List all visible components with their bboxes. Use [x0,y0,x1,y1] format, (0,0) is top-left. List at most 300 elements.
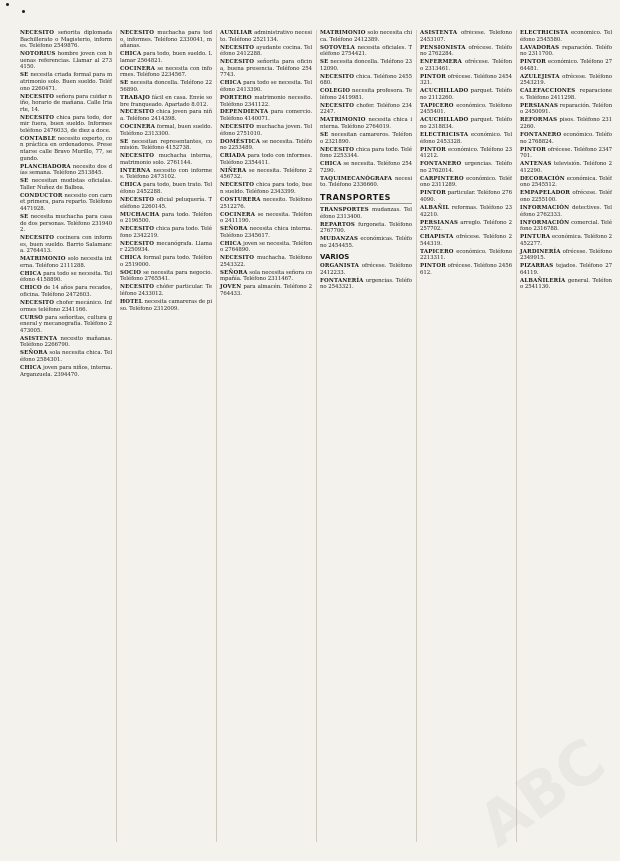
classified-ad [120,95,212,108]
ad-body: necesita profesora. Teléfono 2419981. [320,88,412,101]
classified-ad [320,176,412,189]
ad-headword: CHICA [20,270,42,277]
varios-ads [320,263,412,291]
ad-body: chica para todo. Teléfono 2253344. [320,146,412,160]
ad-headword: ANTENAS [520,161,552,168]
ad-body: chica para todo. Teléfono 2342219. [120,226,212,239]
ad-headword: FONTANERO [520,132,562,139]
ad-body: para señoritas, cultura general y mecanografía. Teléfono 2473005. [20,314,112,334]
ad-headword: CHICA [220,80,242,87]
ad-body: detectives. Teléfono 2762333. [520,204,612,218]
ad-body: se necesita. Teléfono 2547290. [320,161,412,174]
ad-headword: CRIADA [220,153,246,160]
classified-ad [220,270,312,283]
classified-ad [520,190,612,203]
classified-ad [20,214,112,234]
ad-body: necesitan camareros. Teléfono 2321890. [320,132,412,145]
ad-body: ofrécese. Teléfono 2313461. [420,59,512,72]
ad-headword: SE [320,132,329,139]
ad-headword: PIZARRAS [520,263,554,270]
ad-body: señorita diplomada Bachillerato o Magisterio, informes. Teléfono 2549876. [20,30,112,50]
ad-body: necesito mañanas. Teléfono 2266790. [20,335,112,349]
ad-body: necesita doncella. Teléfono 2256890. [120,80,212,93]
classified-ad [520,117,612,130]
ad-headword: ENFERMERA [420,59,462,66]
ad-headword: DECORACIÓN [520,175,565,182]
ad-body: necesita camareras de piso. Teléfono 2312009. [120,299,212,312]
classified-ad [420,45,512,58]
classified-ad [20,336,112,349]
classified-ad [520,234,612,247]
ad-headword: JARDINERÍA [520,248,561,255]
classified-ad [120,284,212,297]
ad-body: para todo, buen sueldo. Llamar 2564821. [120,51,212,64]
ad-body: ofrécese. Teléfono 2544319. [420,234,512,247]
ad-body: para todo con informes. Teléfono 2354411. [220,153,312,166]
ad-body: ofrécese. Teléfono 2347701. [520,146,612,160]
ad-headword: MATRIMONIO [20,256,66,263]
ad-headword: CHICA [120,51,142,58]
ad-headword: CHICA [120,182,142,189]
ad-headword: NECESITO [220,124,255,131]
ad-body: joven para niños, interna. Arganzuela. 2394470. [20,364,112,378]
ad-headword: CONTABLE [20,135,56,142]
ad-body: necesita chica interna. Teléfono 2764019. [320,117,412,131]
ad-body: chica para todo, buen sueldo. Teléfono 2343399. [220,182,312,195]
ad-body: muchacha interna, matrimonio solo. 2761144. [120,153,212,166]
column-4 [316,30,412,842]
classified-ad [220,226,312,239]
ad-headword: LAVADORAS [520,44,560,51]
classified-ad [320,45,412,58]
ad-body: ofrécese. Teléfono 2255100. [520,190,612,203]
ad-headword: ELECTRICISTA [420,132,469,139]
classified-ad [520,45,612,58]
ad-headword: NECESITO [20,300,55,307]
classified-ad [320,263,412,276]
classified-ad [120,153,212,166]
classified-ad [420,205,512,218]
ad-headword: REFORMAS [520,117,558,124]
ad-body: muchacha para todo, informes. Teléfono 2330041, mañanas. [120,30,212,50]
ad-body: necesito con informes. Teléfono 2473102. [120,167,212,181]
classified-ad [320,207,412,220]
classified-ad [20,30,112,50]
classified-ad [320,74,412,87]
ad-headword: NECESITO [120,284,155,291]
ad-headword: PINTOR [420,146,446,153]
classified-ad [320,88,412,101]
ad-body: joven se necesita. Teléfono 2764890. [220,240,312,254]
ad-headword: CHAPISTA [420,234,454,241]
ad-body: ofrécese. Teléfono 2543219. [520,73,612,87]
ad-body: económico. Teléfono 2764481. [520,59,612,72]
ad-body: urgencias. Teléfono 2543321. [320,277,412,291]
column-1 [20,30,112,842]
classified-ad [20,315,112,335]
classified-ad [120,109,212,122]
ad-headword: CURSO [20,314,44,321]
ad-headword: PINTOR [420,190,446,197]
ad-headword: CHICA [20,364,42,371]
ad-headword: NECESITO [120,109,155,116]
ad-body: necesito con carnet primera, para reparto. Teléfono 4471928. [20,192,112,212]
classified-ad [420,263,512,276]
ad-body: necesitan representantes, comisión. Teléfono 4152738. [120,138,212,152]
ad-body: formal para todo. Teléfono 2519000. [120,255,212,268]
ad-body: económica. Teléfono 2545512. [520,175,612,189]
transportes-ads [320,207,412,249]
ad-headword: COCINERA [220,211,256,218]
ad-headword: PLANCHADORA [20,163,71,170]
classified-ad [420,132,512,145]
ad-body: ofrécese. Teléfono 2453107. [420,30,512,43]
ad-body: necesita chica interna. Teléfono 2345617. [220,226,312,239]
classified-ad [320,117,412,130]
classified-ad [20,72,112,92]
classified-ad [20,365,112,378]
print-mark [22,10,25,13]
ad-headword: NECESITO [120,226,155,233]
classified-ad [320,30,412,43]
ad-headword: CHICO [20,285,42,292]
classified-ad [520,176,612,189]
ad-body: ofrécese. Teléfono 2412233. [320,263,412,276]
classified-ad [120,51,212,64]
classified-ad [220,139,312,152]
ad-body: arreglo. Teléfono 2257702. [420,219,512,233]
ad-body: solo necesita interna. Teléfono 2111288. [20,256,112,269]
ad-body: comercial. Teléfono 2316788. [520,219,612,233]
classified-ad [520,147,612,160]
ad-headword: DEPENDIENTA [220,109,269,116]
ad-headword: SE [20,178,29,185]
ad-body: necesito. Teléfono 2336660. [320,175,412,189]
classified-ad [20,350,112,363]
ad-headword: SE [20,213,29,220]
ad-headword: INFORMACIÓN [520,219,570,226]
ad-body: oficial peluquería. Teléfono 2260145. [120,196,212,210]
ad-body: reparación. Teléfono 2311700. [520,44,612,58]
classified-ad [20,136,112,162]
ad-headword: NOTORIUS [20,51,56,58]
ad-body: señorita para oficina, buena presencia. Teléfono 2547743. [220,59,312,79]
classified-ad [120,80,212,93]
classified-ad [220,168,312,181]
classified-ad [320,132,412,145]
ad-body: de 14 años para recados, oficina. Teléfono 2472603. [20,285,112,299]
ad-headword: SEÑORA [20,350,48,357]
ad-headword: COCINERA [120,124,156,131]
classified-ad [120,124,212,137]
classified-ad [520,132,612,145]
ad-headword: NECESITO [220,182,255,189]
classified-ad [220,95,312,108]
classified-ad [320,161,412,174]
ad-headword: MATRIMONIO [320,30,366,36]
ad-body: parquet. Teléfono 2112260. [420,88,512,101]
classified-ad [120,66,212,79]
ad-headword: SOTOVELA [320,44,356,51]
ad-body: necesita criada formal para matrimonio solo. Buen sueldo. Teléfono 2260471. [20,72,112,92]
ad-body: necesito experto, con práctica en ordenadores. Presentarse calle Bravo Murillo, 77, segundo. [20,135,112,162]
ad-headword: SE [120,80,129,87]
classified-ad [320,59,412,72]
classified-ad [220,182,312,195]
ad-headword: SE [20,72,29,79]
classified-ad [320,147,412,160]
ad-body: necesita muchacha para casa de dos personas. Teléfono 2319402. [20,213,112,234]
classified-ad [520,263,612,276]
classified-ad [320,236,412,249]
ad-headword: NECESITO [20,114,55,121]
ad-body: para todo se necesita. Teléfono 4158890. [20,270,112,284]
ad-body: económico. Teléfono 2545580. [520,30,612,43]
ad-body: se necesita. Teléfono 2411190. [220,211,312,225]
ad-headword: FONTANERO [420,161,462,168]
column-6 [516,30,612,842]
ad-body: administrativo necesito. Teléfono 2521134. [220,30,312,43]
ad-body: urgencias. Teléfono 2762014. [420,161,512,174]
ad-headword: NIÑERA [220,167,247,174]
ad-headword: CARPINTERO [420,175,464,182]
column-3 [216,30,312,842]
ad-headword: DOMÉSTICA [220,138,261,145]
ad-body: ofrécese. Teléfono 2454321. [420,73,512,87]
classified-ad [120,197,212,210]
ad-body: particular. Teléfono 2764090. [420,190,512,203]
ad-body: económico. Teléfono 2768824. [520,132,612,145]
classified-ad [220,255,312,268]
ad-headword: PINTURA [520,234,551,241]
ad-body: chofer mecánico. Informes teléfono 2341166. [20,300,112,313]
classified-ad [20,271,112,284]
ad-headword: REPARTOS [320,221,356,228]
ad-headword: NECESITO [320,146,355,153]
classified-ad [220,59,312,79]
ad-body: económico. Teléfono 2341212. [420,146,512,160]
ad-headword: SE [120,138,129,145]
classified-ad [320,278,412,291]
ad-body: muchacha. Teléfono 2543322. [220,255,312,268]
ad-body: ayudante cocina. Teléfono 2412288. [220,44,312,58]
classified-ad [420,74,512,87]
ad-headword: MUDANZAS [320,236,359,243]
classified-ad [420,220,512,233]
ad-body: necesito. Teléfono 2512276. [220,196,312,210]
classified-ad [520,59,612,72]
ad-headword: CHICA [120,255,142,262]
ad-headword: ACUCHILLADO [420,117,469,124]
ad-headword: TAQUIMECANÓGRAFA [320,175,393,182]
ad-headword: ORGANISTA [320,263,360,270]
classified-ad [220,45,312,58]
ad-body: económico. Teléfono 2455401. [420,102,512,116]
classified-ad [420,190,512,203]
classified-ad [20,164,112,177]
ad-headword: SE [320,59,329,66]
classified-ad [20,51,112,71]
ad-headword: NECESITO [320,73,355,80]
classified-ad [420,147,512,160]
section-title-transportes: TRANSPORTES [320,193,412,204]
ad-headword: AZULEJISTA [520,73,560,80]
ad-headword: CHICA [220,240,242,247]
ad-body: ofrécese. Teléfono 2349915. [520,248,612,262]
ad-headword: PINTOR [520,59,546,66]
classified-ad [20,256,112,269]
ad-headword: NECESITO [120,153,155,160]
ad-headword: SOCIO [120,269,142,276]
ad-headword: PERSIANAS [420,219,459,226]
ad-body: necesito dos días semana. Teléfono 2513845. [20,163,112,177]
ad-body: hombre joven con buenas referencias. Llamar al 2734150. [20,51,112,71]
classified-ad [20,94,112,114]
ad-headword: COSTURERA [220,196,261,203]
ad-headword: JOVEN [220,284,242,291]
watermark: ABC [466,725,618,861]
ad-body: se necesita. Teléfono 2253489. [220,138,312,152]
classified-ad [220,109,312,122]
ad-headword: ASISTENTA [420,30,458,36]
ad-headword: NECESITO [120,196,155,203]
ad-body: para todo. Teléfono 2196500. [120,211,212,225]
classified-ad [420,176,512,189]
ad-headword: ELECTRICISTA [520,30,569,36]
classified-ad [320,103,412,116]
ad-headword: NECESITO [20,235,55,242]
ad-body: reformas. Teléfono 2342210. [420,204,512,218]
classified-ad [120,270,212,283]
classified-ad [20,115,112,135]
ad-body: formal, buen sueldo. Teléfono 2313300. [120,124,212,137]
ad-body: reparaciones. Teléfono 2411298. [520,88,612,101]
classified-ad [220,212,312,225]
classified-ad [520,249,612,262]
ad-body: para almacén. Teléfono 2764433. [220,284,312,298]
classified-ad [420,161,512,174]
ad-headword: ASISTENTA [20,335,58,342]
classified-ad [20,178,112,191]
ad-headword: SEÑORA [220,226,248,233]
ad-body: sola necesita señora compañía. Teléfono 2311467. [220,269,312,283]
ad-body: para todo se necesita. Teléfono 2413390. [220,80,312,93]
ad-headword: CONDUCTOR [20,192,63,199]
ad-body: económico. Teléfono 2311289. [420,175,512,189]
section-title-varios: VARIOS [320,253,350,262]
classified-ad [220,197,312,210]
ad-body: tejados. Teléfono 2764119. [520,263,612,276]
ad-headword: MUCHACHA [120,211,160,218]
ad-body: solo necesita chica. Teléfono 2412389. [320,30,412,43]
ad-headword: COCINERA [120,65,156,72]
classified-ad [520,161,612,174]
ad-headword: PINTOR [420,263,446,270]
classified-ad [220,30,312,43]
ad-headword: PORTERO [220,94,252,101]
ad-body: mudanzas. Teléfono 2313400. [320,206,412,220]
ad-body: necesita doncella. Teléfono 2312090. [320,59,412,72]
classified-ad [120,212,212,225]
classified-ad [20,300,112,313]
ad-body: necesita oficiales. Teléfono 2754421. [320,44,412,58]
classified-ad [320,222,412,235]
classified-ad [520,88,612,101]
classified-ad [520,205,612,218]
ad-headword: CALEFACCIONES [520,88,576,95]
classified-ad [420,249,512,262]
classified-ad [520,30,612,43]
classified-ad [20,285,112,298]
ad-headword: NECESITO [20,30,55,36]
ad-headword: MATRIMONIO [320,117,366,124]
ad-body: se necesita. Teléfono 2456732. [220,167,312,181]
column-2 [116,30,212,842]
column-4-ads [320,30,412,189]
classified-ad [520,103,612,116]
ad-body: para todo, buen trato. Teléfono 2452288. [120,182,212,195]
classified-ad [520,74,612,87]
ad-headword: EMPAPELADOR [520,190,571,197]
classified-ad [420,30,512,43]
ad-headword: ACUCHILLADO [420,88,469,95]
ad-headword: NECESITO [320,102,355,109]
ad-headword: TRANSPORTES [320,206,369,213]
ad-headword: TAPICERO [420,248,454,255]
ad-body: para comercio. Teléfono 4140071. [220,109,312,123]
classified-ad [20,235,112,255]
ad-body: necesitan modistas oficialas. Taller Nuñez de Balboa. [20,178,112,191]
ad-body: se necesita para negocio. Teléfono 2765541. [120,269,212,283]
classified-ad [420,234,512,247]
ad-body: matrimonio necesito. Teléfono 2341122. [220,94,312,108]
column-5 [416,30,512,842]
classified-ad [220,241,312,254]
classified-ad [120,139,212,152]
ad-body: señora para cuidar niño, horario de mañana. Calle Iriarte, 14. [20,93,112,113]
ad-headword: NECESITO [20,93,55,100]
ad-body: se necesita con informes. Teléfono 2234567. [120,65,212,79]
classified-ad [420,117,512,130]
classified-ad [220,80,312,93]
classified-columns [20,30,612,842]
ad-body: pisos. Teléfono 2312260. [520,117,612,131]
ad-body: sola necesita chica. Teléfono 2584301. [20,350,112,363]
ad-headword: INFORMACIÓN [520,204,570,211]
ad-headword: NECESITO [220,59,255,66]
classified-ad [220,153,312,166]
ad-headword: PINTOR [420,73,446,80]
ad-body: parquet. Teléfono 2318834. [420,117,512,131]
classified-ad [520,220,612,233]
ad-headword: CHICA [320,161,342,168]
ad-headword: PERSIANAS [520,102,559,109]
ad-body: reparación. Teléfono 2450091. [520,102,612,116]
classified-ad [120,168,212,181]
ad-headword: ALBAÑILERÍA [520,277,566,284]
ad-headword: ALBAÑIL [420,204,450,211]
ad-headword: NECESITO [120,240,155,247]
classified-ad [120,299,212,312]
ad-headword: INTERNA [120,167,151,174]
ad-body: chica joven para niña. Teléfono 2414398. [120,109,212,123]
ad-body: ofrécese. Teléfono 2762284. [420,44,512,58]
ad-body: televisión. Teléfono 2412290. [520,161,612,174]
classified-ad [20,193,112,213]
ad-body: general. Teléfono 2541130. [520,277,612,291]
classified-ad [120,182,212,195]
ad-headword: TRABAJO [120,94,151,101]
